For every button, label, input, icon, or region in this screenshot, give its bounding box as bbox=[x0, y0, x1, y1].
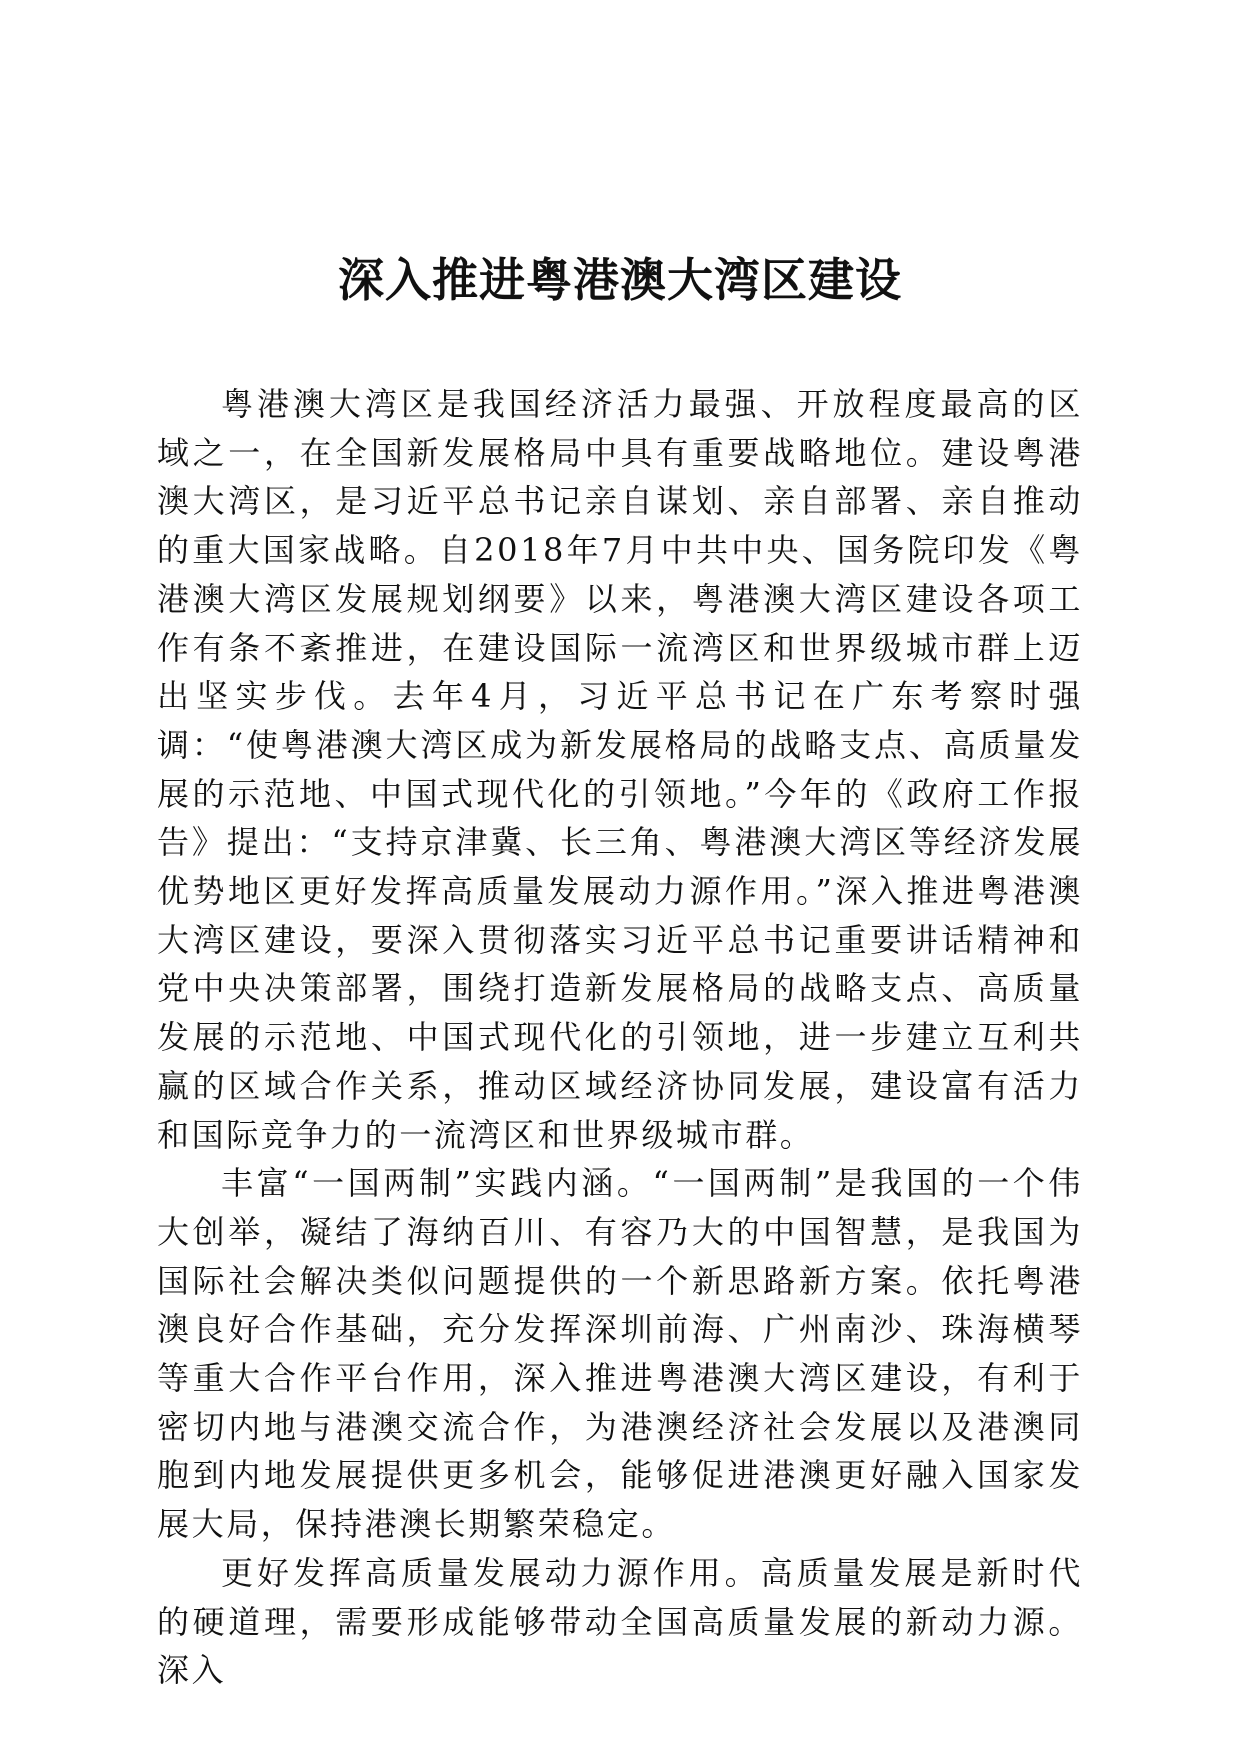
document-body bbox=[157, 380, 1083, 1695]
paragraph-high-quality-development: 更好发挥高质量发展动力源作用。高质量发展是新时代的硬道理，需要形成能够带动全国高质量发展的新动力源。深入 bbox=[157, 1553, 1083, 1690]
paragraph-one-country-two-systems: 丰富“一国两制”实践内涵。“一国两制”是我国的一个伟大创举，凝结了海纳百川、有容乃大的中国智慧，是我国为国际社会解决类似问题提供的一个新思路新方案。依托粤港澳良好合作基础，充分发挥深圳前海、广州南沙、珠海横琴等重大合作平台作用，深入推进粤港澳大湾区建设，有利于密切内地与港澳交流合作，为港澳经济社会发展以及港澳同胞到内地发展提供更多机会，能够促进港澳更好融入国家发展大局，保持港澳长期繁荣稳定。 bbox=[157, 1164, 1083, 1544]
paragraph-intro: 粤港澳大湾区是我国经济活力最强、开放程度最高的区域之一，在全国新发展格局中具有重要战略地位。建设粤港澳大湾区，是习近平总书记亲自谋划、亲自部署、亲自推动的重大国家战略。自2018年7月中共中央、国务院印发《粤港澳大湾区发展规划纲要》以来，粤港澳大湾区建设各项工作有条不紊推进，在建设国际一流湾区和世界级城市群上迈出坚实步伐。去年4月，习近平总书记在广东考察时强调：“使粤港澳大湾区成为新发展格局的战略支点、高质量发展的示范地、中国式现代化的引领地。”今年的《政府工作报告》提出：“支持京津冀、长三角、粤港澳大湾区等经济发展优势地区更好发挥高质量发展动力源作用。”深入推进粤港澳大湾区建设，要深入贯彻落实习近平总书记重要讲话精神和党中央决策部署，围绕打造新发展格局的战略支点、高质量发展的示范地、中国式现代化的引领地，进一步建立互利共赢的区域合作关系，推动区域经济协同发展，建设富有活力和国际竞争力的一流湾区和世界级城市群。 bbox=[157, 385, 1083, 1154]
document-title: 深入推进粤港澳大湾区建设 bbox=[338, 253, 902, 307]
